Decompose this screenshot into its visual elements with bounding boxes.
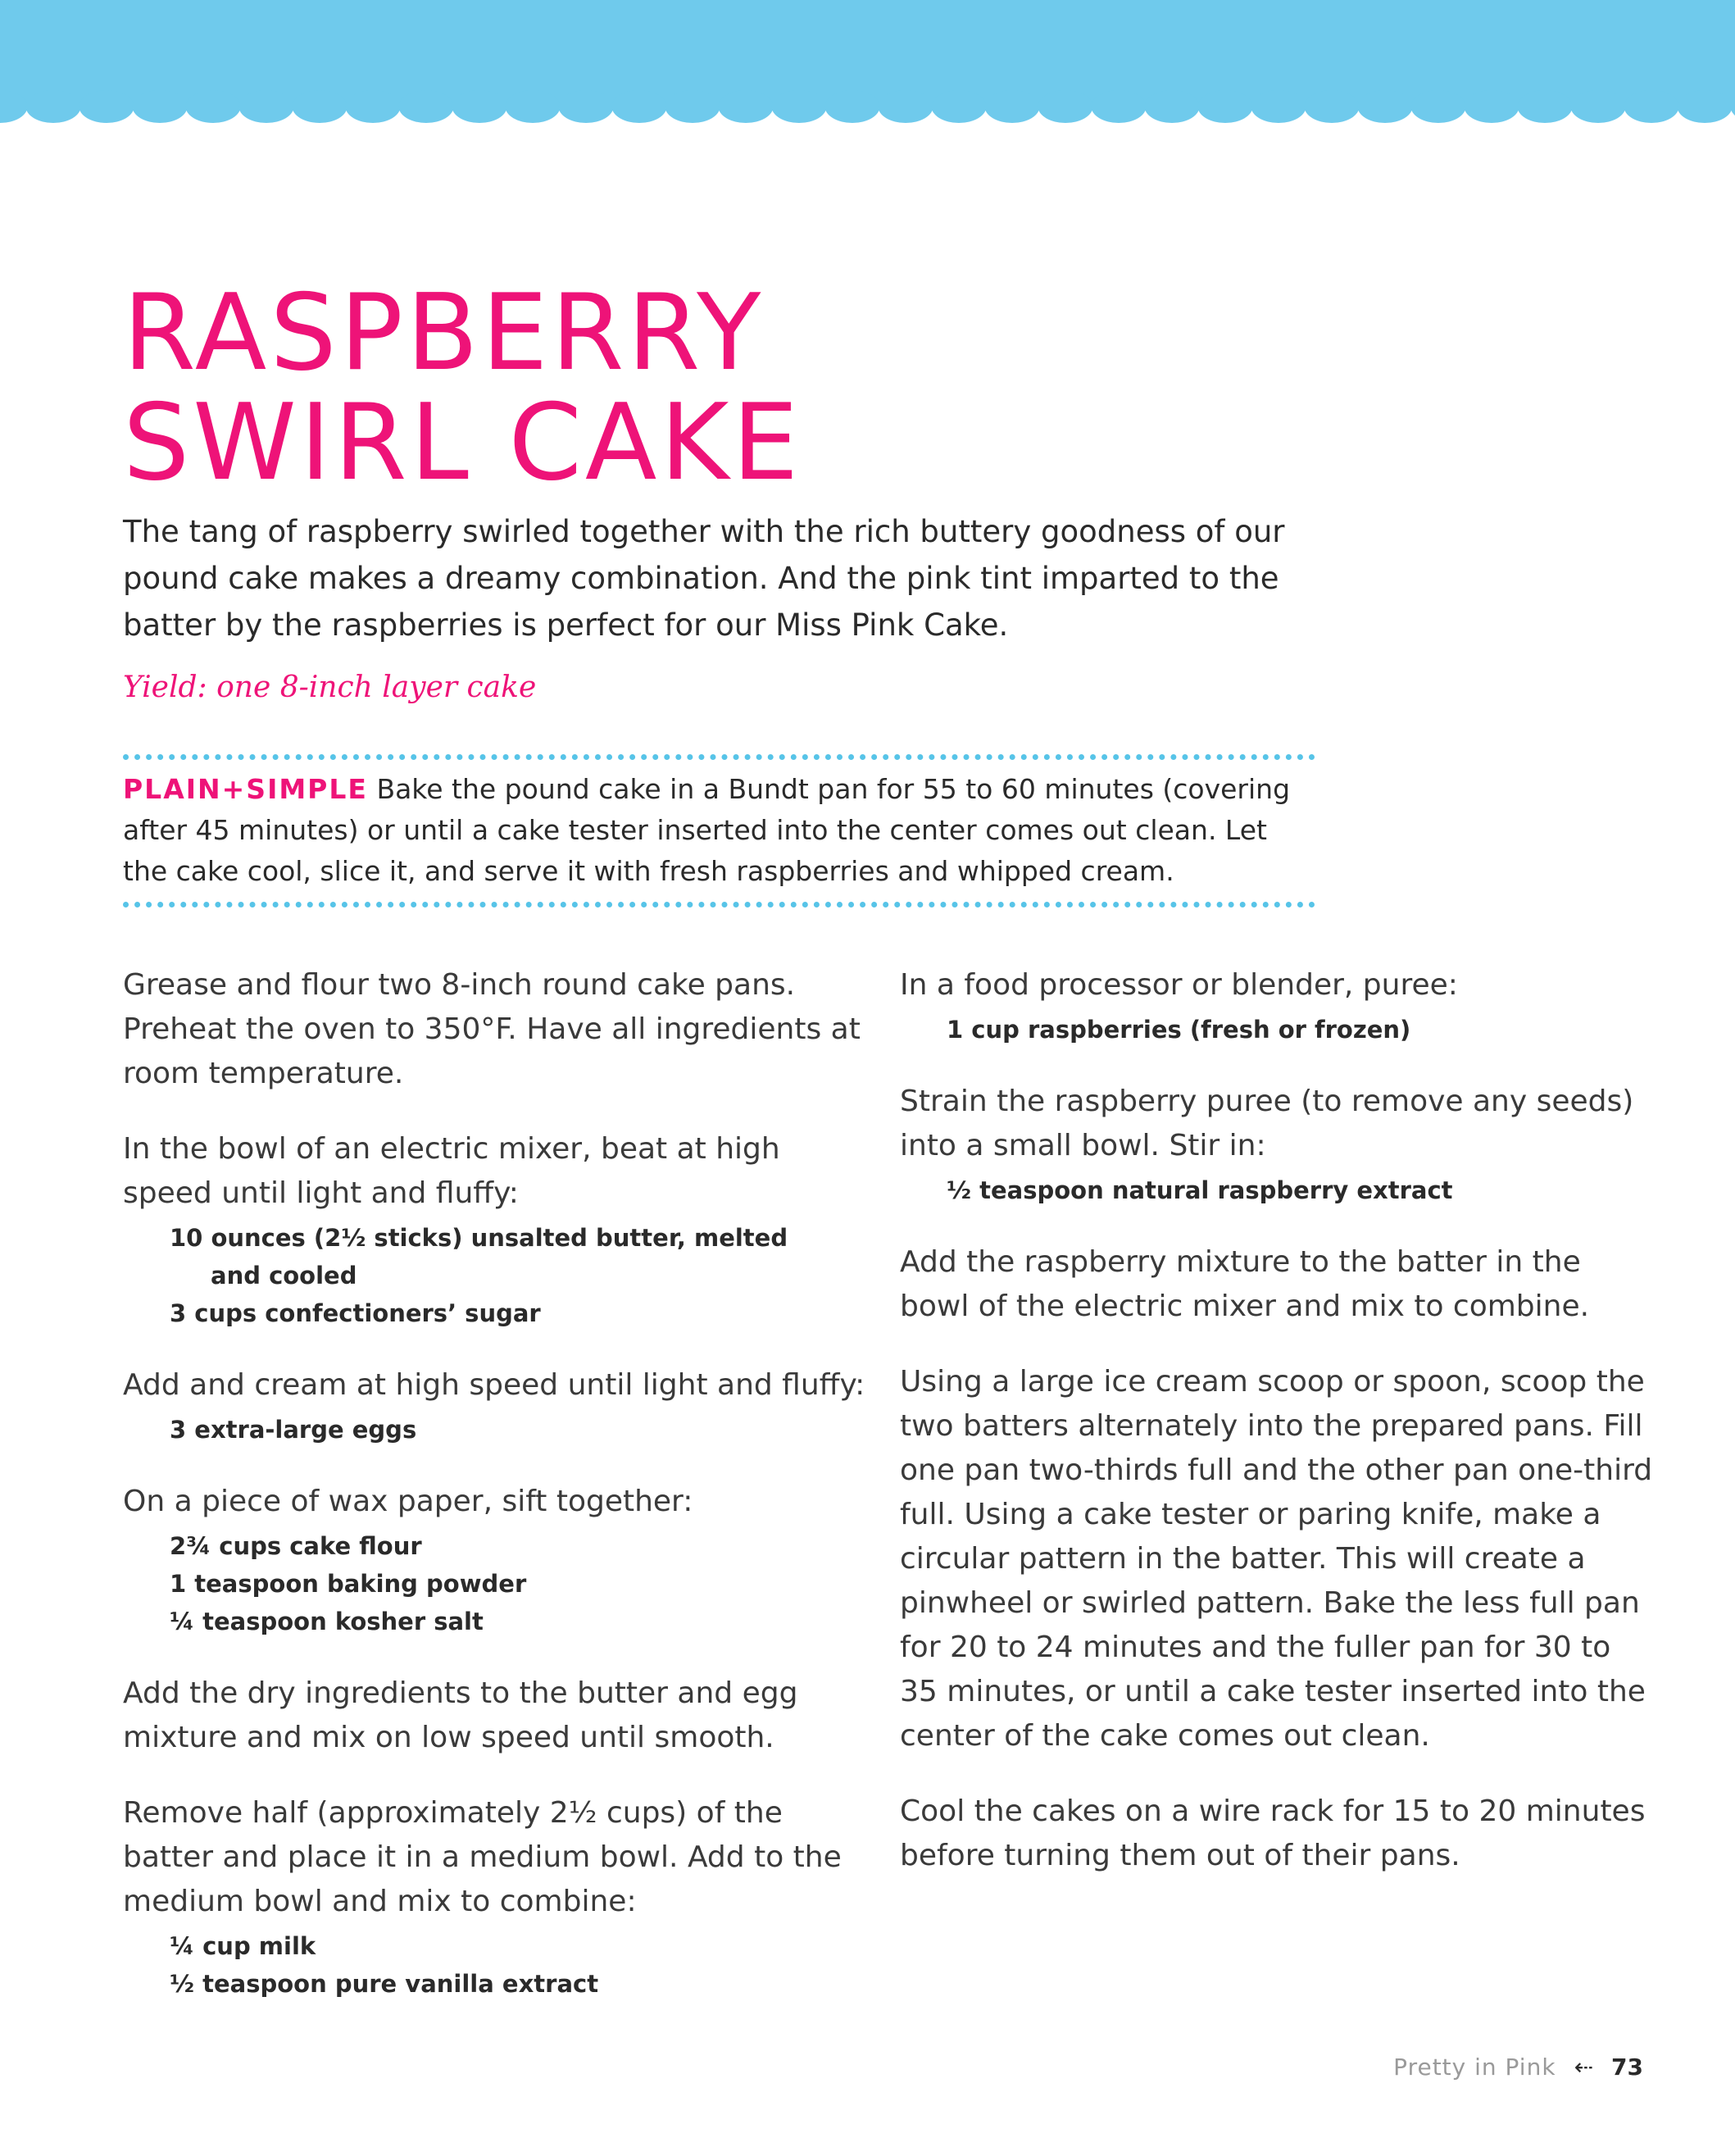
instruction-text: Add the dry ingredients to the butter and egg mixture and mix on low speed until smooth. — [123, 1676, 798, 1754]
instruction-text: Using a large ice cream scoop or spoon, scoop the two batters alternately into the prepared pans. Fill one pan two-thirds full and the other pan one-third full. Using a cake tester or paring knife, make a circular pattern in the batter. This will create a pinwheel or swirled pattern. Bake the less full pan for 20 to 24 minutes and the fuller pan for 30 to 35 minutes, or until a cake tester inserted into the center of the cake comes out clean. — [900, 1365, 1653, 1753]
instruction-text: In the bowl of an electric mixer, beat at high speed until light and fluffy: — [123, 1132, 780, 1210]
banner-scallop — [1305, 90, 1360, 123]
banner-scallop — [133, 90, 188, 123]
banner-scallop — [1518, 90, 1573, 123]
instruction-text: On a piece of wax paper, sift together: — [123, 1485, 693, 1518]
ingredient-item: ¼ teaspoon kosher salt — [170, 1608, 484, 1635]
banner-scallop — [985, 90, 1040, 123]
ingredient-item: ½ teaspoon natural raspberry extract — [947, 1176, 1453, 1204]
banner-scallop — [239, 90, 294, 123]
page-number: 73 — [1611, 2054, 1643, 2081]
ingredient-item: 3 extra-large eggs — [170, 1416, 417, 1444]
banner-scallop — [1092, 90, 1147, 123]
banner-scallop — [1358, 90, 1413, 123]
banner-scallop — [1465, 90, 1519, 123]
banner-scallop — [452, 90, 507, 123]
ingredient-list — [123, 1411, 877, 1449]
ingredient-list — [123, 1219, 877, 1332]
ingredient-item: and cooled — [211, 1262, 357, 1290]
instruction-step — [900, 1790, 1654, 1878]
banner-scallop — [719, 90, 774, 123]
ingredient-item: 1 teaspoon baking powder — [170, 1570, 527, 1598]
ingredient-item: 1 cup raspberries (fresh or frozen) — [947, 1016, 1411, 1044]
banner-scallop — [612, 90, 667, 123]
instruction-step — [123, 1480, 877, 1640]
banner-scallop — [1251, 90, 1306, 123]
instruction-text: Grease and flour two 8-inch round cake pans. Preheat the oven to 350°F. Have all ingredients at room temperature. — [123, 968, 861, 1090]
ingredient-list — [900, 1011, 1654, 1048]
footer-book-title: Pretty in Pink — [1393, 2054, 1556, 2081]
recipe-intro: The tang of raspberry swirled together with the rich buttery goodness of our pound cake makes a dreamy combination. And the pink tint imparted to the batter by the raspberries is perfect for our Miss Pink Cake. — [123, 514, 1285, 643]
instruction-step — [900, 1080, 1654, 1209]
instruction-text: Strain the raspberry puree (to remove any seeds) into a small bowl. Stir in: — [900, 1085, 1634, 1162]
instructions-left-column — [123, 963, 877, 2034]
instruction-text: Cool the cakes on a wire rack for 15 to 20 minutes before turning them out of their pans. — [900, 1794, 1646, 1872]
banner-scallop — [665, 90, 720, 123]
banner-scallop — [293, 90, 347, 123]
instruction-text: In a food processor or blender, puree: — [900, 968, 1458, 1002]
recipe-yield: Yield: one 8-inch layer cake — [123, 671, 537, 704]
banner-scallop — [932, 90, 987, 123]
banner-fill — [0, 0, 1735, 107]
banner-scallop — [1411, 90, 1466, 123]
banner-scallop — [1571, 90, 1626, 123]
ingredient-item: 10 ounces (2½ sticks) unsalted butter, melted — [170, 1224, 788, 1252]
banner-scallop — [772, 90, 827, 123]
dotted-divider-bottom — [123, 902, 1315, 907]
instruction-text: Add and cream at high speed until light and fluffy: — [123, 1368, 865, 1402]
banner-scallop — [79, 90, 134, 123]
instruction-step — [900, 1360, 1654, 1758]
banner-scallop — [399, 90, 454, 123]
ingredient-item: ¼ cup milk — [170, 1932, 316, 1960]
banner-scallop — [346, 90, 401, 123]
instruction-step — [900, 963, 1654, 1048]
banner-scallop — [186, 90, 241, 123]
recipe-title-line-2: SWIRL CAKE — [123, 382, 802, 504]
instruction-step — [123, 963, 877, 1096]
banner-scallop — [26, 90, 81, 123]
arrow-left-icon: ⇠ — [1574, 2054, 1594, 2081]
instruction-step — [123, 1791, 877, 2003]
ingredient-item: 3 cups confectioners’ sugar — [170, 1299, 541, 1327]
banner-scallop — [506, 90, 561, 123]
page-footer — [1393, 2054, 1643, 2081]
instructions-right-column — [900, 963, 1654, 1909]
banner-scallop — [1198, 90, 1253, 123]
ingredient-list — [123, 1927, 877, 2003]
banner-scallop — [879, 90, 933, 123]
ingredient-item: ½ teaspoon pure vanilla extract — [170, 1970, 599, 1998]
recipe-title-line-1: RASPBERRY — [123, 272, 765, 394]
banner-scallop — [1145, 90, 1200, 123]
banner-scallop — [825, 90, 880, 123]
tip-label: PLAIN+SIMPLE — [123, 773, 368, 805]
banner-scallop — [1038, 90, 1093, 123]
banner-scallop — [559, 90, 614, 123]
dotted-divider-top — [123, 754, 1315, 760]
instruction-text: Add the raspberry mixture to the batter in the bowl of the electric mixer and mix to combine. — [900, 1245, 1590, 1323]
ingredient-item: 2¾ cups cake flour — [170, 1532, 422, 1560]
tip-text: Bake the pound cake in a Bundt pan for 55 to 60 minutes (covering after 45 minutes) or until a cake tester inserted into the center comes out clean. Let the cake cool, slice it, and serve it with fresh raspberries and whipped cream. — [123, 773, 1291, 887]
instruction-text: Remove half (approximately 2½ cups) of the batter and place it in a medium bowl. Add to the medium bowl and mix to combine: — [123, 1796, 842, 1918]
instruction-step — [123, 1672, 877, 1760]
banner-scallop — [1678, 90, 1733, 123]
ingredient-list — [123, 1527, 877, 1640]
banner-scallop — [1624, 90, 1679, 123]
plain-simple-tip — [123, 769, 1311, 892]
recipe-title — [123, 272, 802, 504]
instruction-step — [900, 1240, 1654, 1329]
instruction-step — [123, 1363, 877, 1449]
scalloped-banner — [0, 0, 1735, 139]
ingredient-list — [900, 1171, 1654, 1209]
instruction-step — [123, 1127, 877, 1332]
